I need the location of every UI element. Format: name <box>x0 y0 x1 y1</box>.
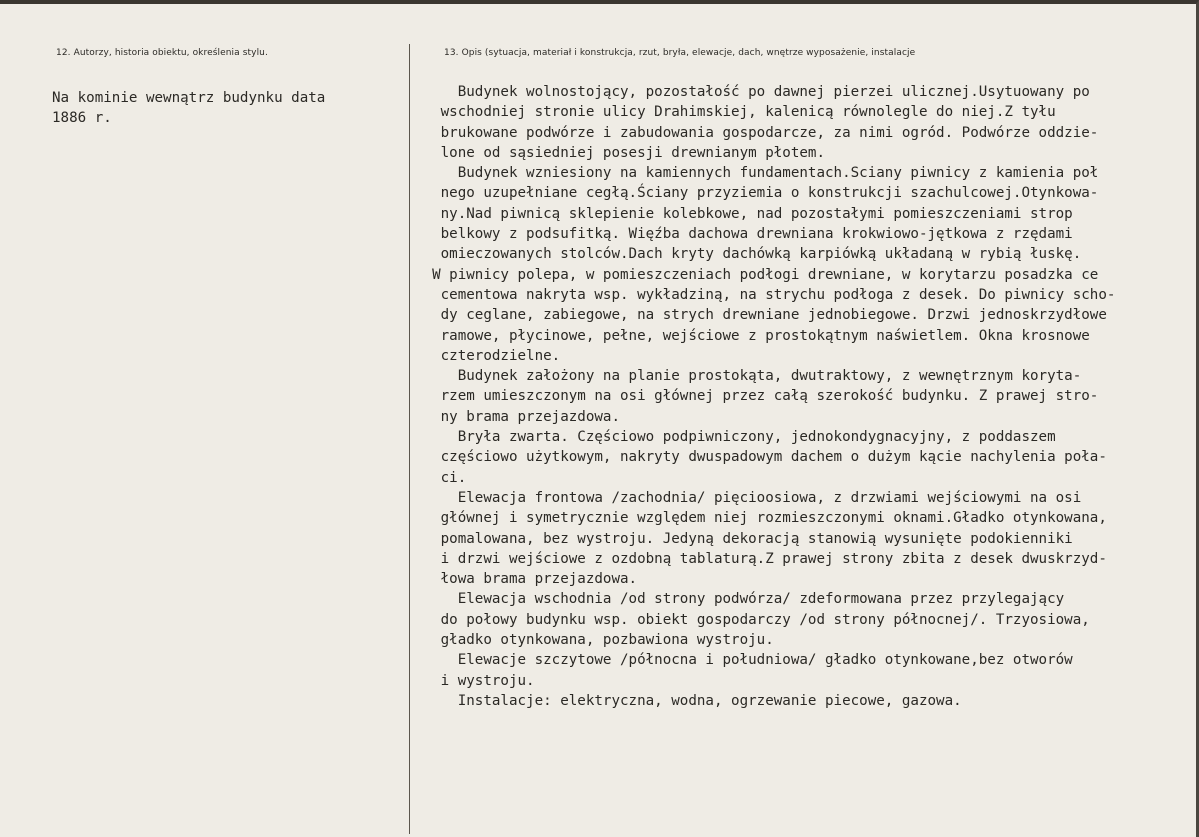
text-line: Instalacje: elektryczna, wodna, ogrzewanie piecowe, gazowa. <box>415 692 962 709</box>
section-13-header: 13. Opis (sytuacja, materiał i konstrukcja, rzut, bryła, elewacje, dach, wnętrze wyposażenie, instalacje <box>444 48 916 58</box>
text-line: ny brama przejazdowa. <box>415 408 620 425</box>
authors-history-text <box>52 88 392 129</box>
text-line: i drzwi wejściowe z ozdobną tablaturą.Z prawej strony zbita z desek dwuskrzyd- <box>415 550 1107 567</box>
text-line: Elewacja frontowa /zachodnia/ pięcioosiowa, z drzwiami wejściowymi na osi <box>415 489 1082 506</box>
text-line: brukowane podwórze i zabudowania gospodarcze, za nimi ogród. Podwórze oddzie- <box>415 124 1099 141</box>
text-line: Elewacje szczytowe /północna i południowa/ gładko otynkowane,bez otworów <box>415 652 1073 669</box>
text-line: Budynek założony na planie prostokąta, dwutraktowy, z wewnętrznym koryta- <box>415 368 1082 385</box>
text-line: do połowy budynku wsp. obiekt gospodarczy /od strony północnej/. Trzyosiowa, <box>415 611 1090 628</box>
text-line: Na kominie wewnątrz budynku data <box>52 90 326 106</box>
text-line: lone od sąsiedniej posesji drewnianym płotem. <box>415 144 825 161</box>
text-line: łowa brama przejazdowa. <box>415 571 638 588</box>
text-line: Bryła zwarta. Częściowo podpiwniczony, jednokondygnacyjny, z poddaszem <box>415 429 1056 446</box>
text-line: rzem umieszczonym na osi głównej przez całą szerokość budynku. Z prawej stro- <box>415 388 1099 405</box>
text-line: częściowo użytkowym, nakryty dwuspadowym dachem o dużym kącie nachylenia poła- <box>415 449 1107 466</box>
section-12-header: 12. Autorzy, historia obiektu, określenia stylu. <box>56 48 268 58</box>
text-line: ny.Nad piwnicą sklepienie kolebkowe, nad pozostałymi pomieszczeniami strop <box>415 205 1073 222</box>
text-line: wschodniej stronie ulicy Drahimskiej, kalenicą równolegle do niej.Z tyłu <box>415 104 1056 121</box>
text-line: i wystroju. <box>415 672 535 689</box>
text-line: omieczowanych stolców.Dach kryty dachówką karpiówką układaną w rybią łuskę. <box>415 246 1082 263</box>
text-line: czterodzielne. <box>415 347 561 364</box>
text-line: 1886 r. <box>52 110 112 127</box>
description-text <box>415 82 1195 711</box>
text-line: Budynek wzniesiony na kamiennych fundamentach.Sciany piwnicy z kamienia poł <box>415 165 1099 182</box>
text-line: Budynek wolnostojący, pozostałość po dawnej pierzei ulicznej.Usytuowany po <box>415 84 1090 100</box>
text-line: pomalowana, bez wystroju. Jedyną dekoracją stanowią wysunięte podokienniki <box>415 530 1073 547</box>
text-line: nego uzupełniane cegłą.Ściany przyziemia o konstrukcji szachulcowej.Otynkowa- <box>415 185 1099 202</box>
text-line: W piwnicy polepa, w pomieszczeniach podłogi drewniane, w korytarzu posadzka ce <box>415 266 1099 283</box>
text-line: ramowe, płycinowe, pełne, wejściowe z prostokątnym naświetlem. Okna krosnowe <box>415 327 1090 344</box>
text-line: ci. <box>415 469 467 486</box>
text-line: belkowy z podsufitką. Więźba dachowa drewniana krokwiowo-jętkowa z rzędami <box>415 226 1073 243</box>
text-line: gładko otynkowana, pozbawiona wystroju. <box>415 632 774 649</box>
text-line: głównej i symetrycznie względem niej rozmieszczonymi oknami.Gładko otynkowana, <box>415 510 1107 527</box>
column-divider <box>409 44 410 834</box>
text-line: cementowa nakryta wsp. wykładziną, na strychu podłoga z desek. Do piwnicy scho- <box>415 286 1116 303</box>
text-line: Elewacja wschodnia /od strony podwórza/ zdeformowana przez przylegający <box>415 591 1065 608</box>
text-line: dy ceglane, zabiegowe, na strych drewniane jednobiegowe. Drzwi jednoskrzydłowe <box>415 307 1107 324</box>
